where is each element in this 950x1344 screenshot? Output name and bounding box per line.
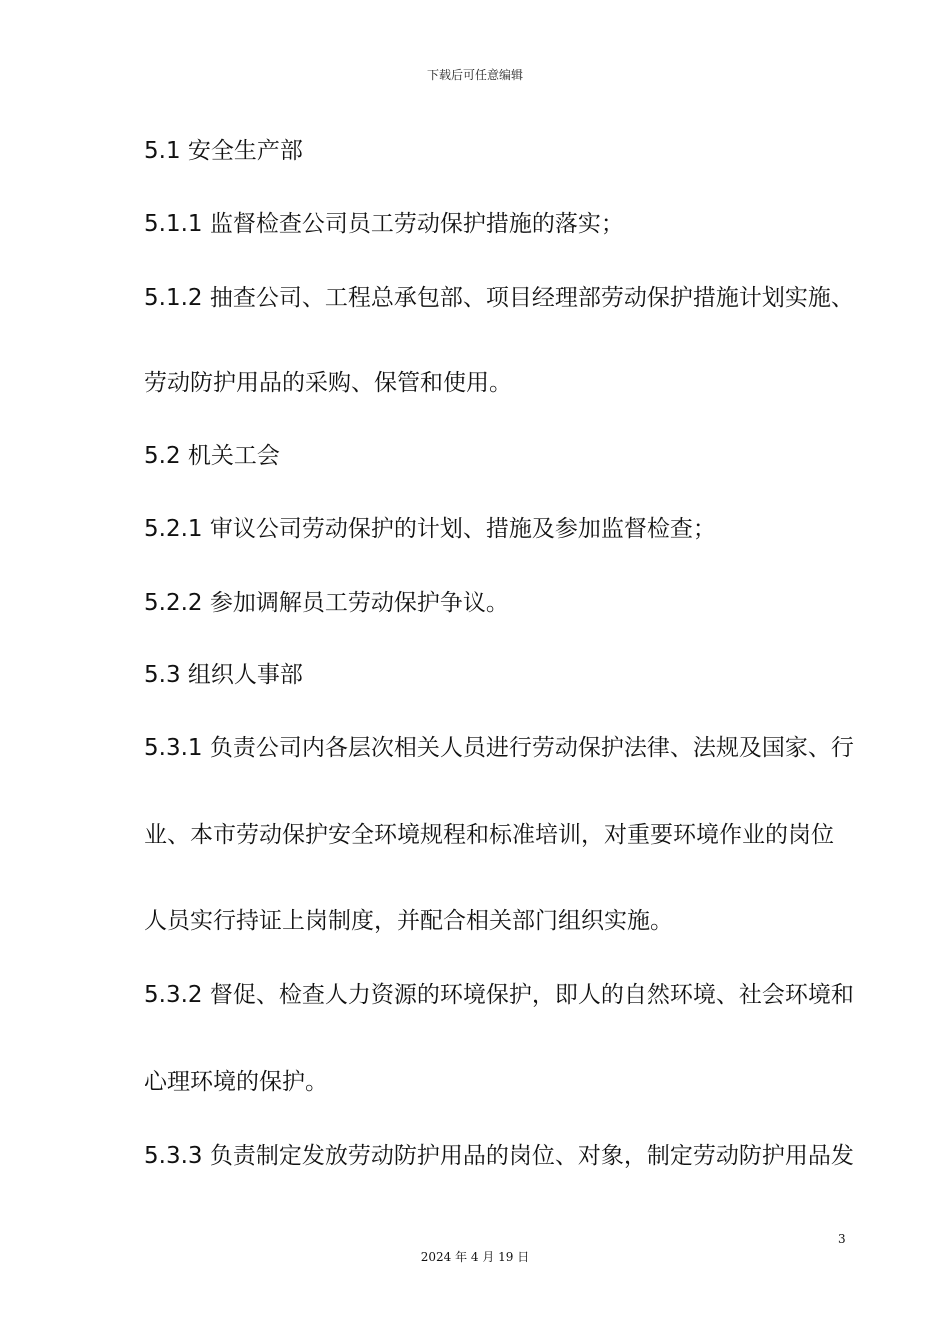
paragraph-5-3-2-line-2: 心理环境的保护。	[144, 1069, 328, 1095]
paragraph-5-2-1: 5.2.1 审议公司劳动保护的计划、措施及参加监督检查；	[144, 516, 716, 542]
paragraph-5-1-2-line-2: 劳动防护用品的采购、保管和使用。	[144, 370, 512, 396]
paragraph-5-3-2-line-1: 5.3.2 督促、检查人力资源的环境保护，即人的自然环境、社会环境和	[144, 982, 854, 1008]
page-number: 3	[838, 1232, 846, 1246]
paragraph-5-3-1-line-1: 5.3.1 负责公司内各层次相关人员进行劳动保护法律、法规及国家、行	[144, 735, 854, 761]
section-heading-5-3: 5.3 组织人事部	[144, 662, 303, 688]
paragraph-5-3-3-line-1: 5.3.3 负责制定发放劳动防护用品的岗位、对象，制定劳动防护用品发	[144, 1143, 854, 1169]
section-heading-5-2: 5.2 机关工会	[144, 443, 280, 469]
paragraph-5-3-1-line-2: 业、本市劳动保护安全环境规程和标准培训，对重要环境作业的岗位	[144, 822, 834, 848]
page-header: 下载后可任意编辑	[426, 68, 523, 82]
section-heading-5-1: 5.1 安全生产部	[144, 138, 303, 164]
paragraph-5-3-1-line-3: 人员实行持证上岗制度，并配合相关部门组织实施。	[144, 908, 673, 934]
page-footer-date: 2024 年 4 月 19 日	[420, 1250, 530, 1264]
paragraph-5-2-2: 5.2.2 参加调解员工劳动保护争议。	[144, 590, 509, 616]
paragraph-5-1-1: 5.1.1 监督检查公司员工劳动保护措施的落实；	[144, 211, 624, 237]
paragraph-5-1-2-line-1: 5.1.2 抽查公司、工程总承包部、项目经理部劳动保护措施计划实施、	[144, 285, 854, 311]
